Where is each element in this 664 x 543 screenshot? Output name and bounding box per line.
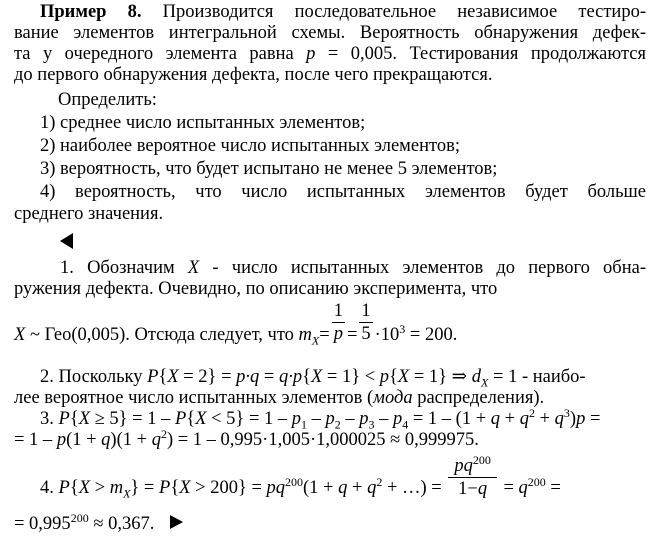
text: =	[259, 367, 279, 387]
text: +	[534, 409, 555, 429]
text: >	[90, 477, 110, 498]
exponent: 200	[527, 474, 546, 489]
math-var: X	[397, 367, 410, 387]
exponent: 3	[563, 405, 570, 420]
exponent: 2	[376, 474, 383, 489]
math-var: P	[58, 409, 70, 429]
step4-formula-line	[40, 452, 664, 501]
solution-start-marker-icon	[60, 233, 73, 249]
math-var: p	[576, 409, 586, 429]
text: = 200.	[405, 324, 458, 345]
text: та у очередного элемента равна	[14, 44, 307, 64]
text: {	[69, 477, 79, 498]
math-var: p	[306, 44, 316, 64]
text: ) = 1 – 0,995·1,005·1,000025 ≈ 0,999975.	[166, 430, 479, 450]
text: {	[170, 477, 180, 498]
text: = 1} ⇒	[409, 367, 472, 387]
text: распределения).	[412, 388, 545, 408]
step4-result-line	[14, 510, 646, 535]
text: = 1} <	[322, 367, 380, 387]
task-intro: Определить:	[58, 90, 157, 110]
frac-num: 1	[361, 301, 371, 321]
exponent: 200	[472, 452, 491, 467]
math-var: p	[291, 409, 301, 429]
math-var: q	[101, 430, 111, 450]
text: 1. Обозначим	[60, 258, 188, 278]
text: –	[374, 409, 393, 429]
text: (1 +	[66, 430, 102, 450]
text: 4.	[40, 477, 59, 498]
text: {	[69, 409, 79, 429]
step3-line: 3. $P\{X \ge 5\} = 1 - P\{X < 5\} = 1 - p_1 - p_2 - p_3 - p_4 = 1 - (1 + q + q^2 + q^3)p$ =	[40, 405, 601, 432]
text: лее вероятное число испытанных элементов (	[14, 388, 374, 408]
text: –	[307, 409, 326, 429]
math-expr: pq	[266, 477, 286, 498]
text: {	[302, 367, 311, 387]
math-var: P	[174, 409, 187, 429]
math-var: q	[151, 430, 161, 450]
step1-line: ружения дефекта. Очевидно, по описанию эксперимента, что	[14, 279, 498, 299]
math-var: X	[78, 477, 91, 498]
text: {	[158, 367, 168, 387]
math-var: q	[367, 477, 377, 498]
math-sub: X	[311, 333, 320, 348]
math-expr: p·q	[236, 367, 260, 387]
step3-line	[14, 426, 646, 451]
text: = 2} =	[178, 367, 237, 387]
frac-den: 1−	[458, 479, 478, 499]
math-var: P	[159, 477, 171, 498]
math-var: m	[298, 324, 312, 345]
text: {	[186, 409, 196, 429]
text: = 0,005. Тестирования продолжаются	[315, 44, 646, 64]
step1-line	[60, 258, 646, 279]
text: Производится последовательное независимое тестиро-	[162, 2, 646, 22]
task-item-2: 2) наиболее вероятное число испытанных элементов;	[40, 136, 460, 156]
math-var: q	[477, 479, 488, 499]
fraction-1-over-p	[332, 300, 345, 345]
step2-line	[40, 367, 664, 388]
text: –	[340, 409, 360, 429]
text: ≈ 0,367.	[88, 514, 155, 534]
math-var: q	[338, 477, 348, 498]
step1-formula-line	[14, 303, 646, 348]
example-label: Пример 8.	[40, 2, 142, 22]
term-mode: мода	[373, 388, 413, 408]
fraction-1-over-5	[359, 300, 372, 345]
math-sub: X	[123, 486, 131, 501]
text: )(1 +	[110, 430, 152, 450]
math-var: X	[195, 409, 207, 429]
text: ≥ 5} = 1 –	[90, 409, 175, 429]
math-var: q	[519, 409, 529, 429]
text: 3.	[40, 409, 59, 429]
math-var: q	[518, 477, 528, 498]
exponent: 2	[160, 426, 167, 441]
task-item-4: 4) вероятность, что число испытанных элементов будет больше	[40, 182, 646, 202]
text: } =	[130, 477, 159, 498]
solution-end-marker-icon	[170, 515, 183, 529]
frac-num: 1	[333, 301, 343, 321]
step2-line	[14, 388, 646, 409]
math-var: X	[167, 367, 179, 387]
math-sub: X	[481, 375, 489, 390]
task-item-4-cont: среднего значения.	[14, 204, 164, 224]
text: {	[389, 367, 398, 387]
math-var: p	[56, 430, 67, 450]
text: =	[545, 477, 561, 498]
math-var: X	[310, 367, 323, 387]
exponent: 200	[285, 474, 304, 489]
text: < 5} = 1 –	[206, 409, 292, 429]
math-var: P	[58, 477, 70, 498]
text: =	[319, 324, 330, 345]
math-var: q	[554, 409, 564, 429]
math-var: m	[109, 477, 124, 498]
text: - число испытанных элементов до первого обна-	[199, 258, 646, 278]
task-item-1: 1) среднее число испытанных элементов;	[40, 113, 366, 133]
text: +	[347, 477, 368, 498]
math-var: d	[471, 367, 482, 387]
text: ~ Гео(0,005). Отсюда следует, что	[25, 324, 299, 345]
text: = 1 - наибо-	[488, 367, 586, 387]
math-var: P	[147, 367, 159, 387]
text: + …) =	[382, 477, 447, 498]
math-var: p	[325, 409, 335, 429]
frac-den: p	[333, 324, 343, 344]
example-heading-line	[40, 2, 646, 23]
math-var: p	[379, 367, 390, 387]
text: =	[498, 477, 519, 498]
math-var: X	[78, 409, 91, 429]
text: )	[569, 409, 577, 429]
paragraph-line: до первого обнаружения дефекта, после чего прекращаются.	[14, 65, 493, 85]
frac-den: 5	[361, 324, 371, 344]
math-var: p	[393, 409, 403, 429]
exponent: 200	[70, 510, 89, 525]
math-var: X	[187, 258, 200, 278]
math-var: X	[14, 324, 26, 345]
math-var: p	[359, 409, 369, 429]
text: 2. Поскольку	[40, 367, 148, 387]
text: = 1 –	[14, 430, 57, 450]
math-var: X	[179, 477, 191, 498]
paragraph-line	[14, 44, 646, 65]
text: =	[346, 324, 358, 345]
fraction-pq200-over-1-q	[448, 452, 497, 500]
paragraph-line: вание элементов интегральной схемы. Вероятность обнаружения дефек-	[14, 23, 646, 43]
text: =	[585, 409, 601, 429]
text: > 200} =	[190, 477, 267, 498]
exponent: 2	[528, 405, 535, 420]
math-var: q	[490, 409, 501, 429]
task-item-3: 3) вероятность, что будет испытано не менее 5 элементов;	[40, 159, 498, 179]
text: = 0,995	[14, 514, 71, 534]
text: ·10	[374, 324, 400, 345]
text: (1 +	[303, 477, 339, 498]
text: +	[500, 409, 520, 429]
text: = 1 – (1 +	[408, 409, 491, 429]
math-expr: q·p	[278, 367, 303, 387]
frac-num: pq	[454, 456, 473, 476]
exponent: 3	[399, 321, 406, 336]
